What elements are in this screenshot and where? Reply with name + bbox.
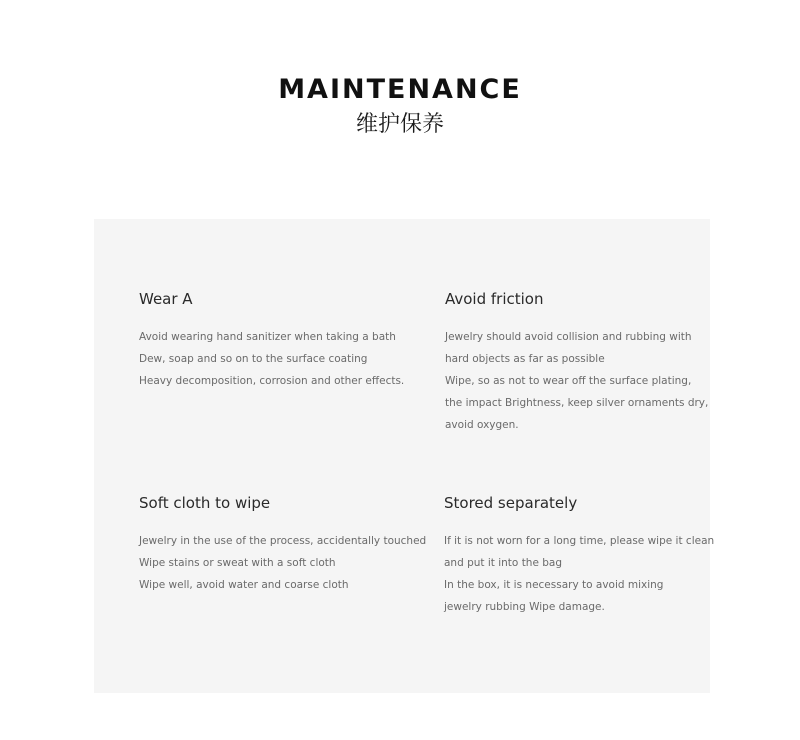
page-title: MAINTENANCE (278, 74, 522, 105)
card-text (445, 326, 709, 436)
maintenance-panel (94, 219, 715, 693)
card-line: Heavy decomposition, corrosion and other effects. (139, 375, 405, 387)
card-line: Avoid wearing hand sanitizer when taking a bath (139, 331, 396, 343)
card-title: Avoid friction (445, 290, 544, 308)
card-line: In the box, it is necessary to avoid mixing (444, 579, 664, 591)
card-stored-separately (444, 493, 715, 618)
card-line: hard objects as far as possible (445, 353, 605, 365)
card-line: Jewelry in the use of the process, accidentally touched (139, 535, 427, 547)
card-line: Wipe, so as not to wear off the surface plating, (445, 375, 692, 387)
card-line: the impact Brightness, keep silver ornaments dry, (445, 397, 709, 409)
card-line: and put it into the bag (444, 557, 563, 569)
card-text (444, 530, 715, 618)
card-line: avoid oxygen. (445, 419, 519, 431)
card-avoid-friction (445, 289, 709, 436)
card-line: jewelry rubbing Wipe damage. (444, 601, 605, 613)
card-line: If it is not worn for a long time, please wipe it clean (444, 535, 715, 547)
page-subtitle: 维护保养 (355, 112, 444, 137)
card-title: Stored separately (444, 494, 578, 512)
card-soft-cloth (139, 493, 427, 596)
card-wear-a (139, 289, 405, 392)
card-title: Wear A (139, 290, 193, 308)
card-text (139, 530, 427, 596)
card-title: Soft cloth to wipe (139, 494, 271, 512)
card-line: Wipe stains or sweat with a soft cloth (139, 557, 336, 569)
card-line: Dew, soap and so on to the surface coating (139, 353, 368, 365)
card-text (139, 326, 405, 392)
card-line: Jewelry should avoid collision and rubbing with (445, 331, 692, 343)
card-line: Wipe well, avoid water and coarse cloth (139, 579, 349, 591)
